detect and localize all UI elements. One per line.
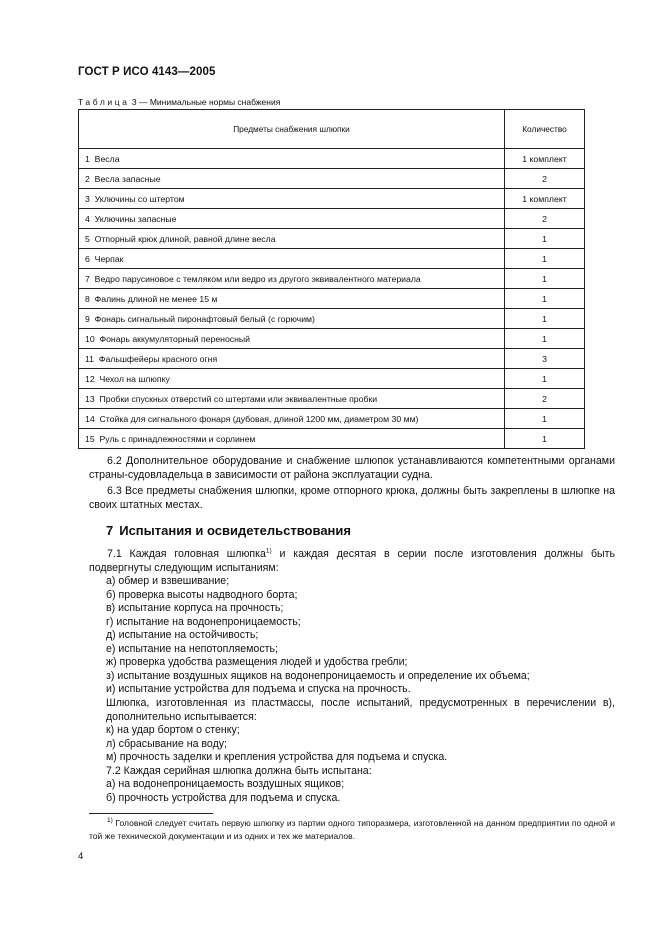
table-cell-quantity: 1 комплект — [505, 189, 585, 209]
table-caption-text: 3 — Минимальные нормы снабжения — [129, 97, 281, 107]
list-item: и) испытание устройства для подъема и спуска на прочность. — [106, 683, 411, 696]
paragraph-7-1 — [89, 548, 615, 575]
item-name: Фонарь аккумуляторный переносный — [99, 333, 251, 344]
table-cell-item — [79, 169, 505, 189]
item-name: Руль с принадлежностями и сорлинем — [99, 433, 256, 444]
paragraph-7-1-start: 7.1 Каждая головная шлюпка — [107, 548, 266, 560]
row-number: 11 — [85, 353, 95, 364]
table-cell-item — [79, 429, 505, 449]
list-item: а) на водонепроницаемость воздушных ящиков; — [106, 778, 345, 791]
list-item: к) на удар бортом о стенку; — [106, 724, 240, 736]
table-cell-quantity: 1 — [505, 249, 585, 269]
column-header-quantity: Количество — [505, 110, 585, 149]
table-cell-item — [79, 369, 505, 389]
table-row — [79, 249, 585, 269]
list-item: б) прочность устройства для подъема и спуска. — [106, 791, 341, 804]
table-caption-word: Таблица — [78, 97, 130, 107]
item-name: Черпак — [94, 253, 124, 264]
table-row — [79, 229, 585, 249]
table-body — [79, 149, 585, 449]
item-name: Фалинь длиной не менее 15 м — [94, 293, 218, 304]
table-cell-item — [79, 269, 505, 289]
section-heading — [106, 523, 351, 538]
table-cell-quantity: 2 — [505, 389, 585, 409]
supplies-table — [78, 109, 585, 449]
table-row — [79, 189, 585, 209]
table-cell-quantity: 1 — [505, 429, 585, 449]
table-cell-quantity: 1 — [505, 309, 585, 329]
list-item: г) испытание на водонепроницаемость; — [106, 615, 301, 628]
list-item: з) испытание воздушных ящиков на водонепроницаемость и определение их объема; — [106, 669, 530, 682]
column-header-items: Предметы снабжения шлюпки — [79, 110, 505, 149]
row-number: 4 — [85, 213, 90, 224]
table-cell-item — [79, 329, 505, 349]
row-number: 12 — [85, 373, 95, 384]
row-number: 13 — [85, 393, 95, 404]
table-row — [79, 409, 585, 429]
table-cell-quantity: 1 — [505, 289, 585, 309]
row-number: 8 — [85, 293, 90, 304]
item-name: Пробки спускных отверстий со штертами или эквивалентные пробки — [99, 393, 378, 404]
item-name: Ведро парусиновое с темляком или ведро из другого эквивалентного материала — [94, 273, 421, 284]
footnote — [89, 817, 615, 843]
list-item: д) испытание на остойчивость; — [106, 629, 259, 642]
table-cell-item — [79, 249, 505, 269]
table-row — [79, 329, 585, 349]
table-cell-quantity: 1 — [505, 329, 585, 349]
row-number: 7 — [85, 273, 90, 284]
item-name: Фонарь сигнальный пиронафтовый белый (с горючим) — [94, 313, 315, 324]
table-row — [79, 309, 585, 329]
list-item: ж) проверка удобства размещения людей и удобства гребли; — [106, 656, 408, 669]
table-cell-item — [79, 289, 505, 309]
section-title: Испытания и освидетельствования — [119, 523, 351, 538]
row-number: 5 — [85, 233, 90, 244]
table-cell-item — [79, 309, 505, 329]
table-row — [79, 369, 585, 389]
list-item: в) испытание корпуса на прочность; — [106, 602, 284, 615]
item-name: Весла запасные — [94, 173, 161, 184]
table-row — [79, 149, 585, 169]
item-name: Отпорный крюк длиной, равной длине весла — [94, 233, 276, 244]
row-number: 14 — [85, 413, 95, 424]
table-header-row — [79, 110, 585, 149]
table-cell-item — [79, 409, 505, 429]
table-cell-item — [79, 229, 505, 249]
table-row — [79, 429, 585, 449]
row-number: 10 — [85, 333, 95, 344]
item-name: Чехол на шлюпку — [99, 373, 170, 384]
table-cell-item — [79, 149, 505, 169]
item-name: Весла — [94, 153, 120, 164]
table-row — [79, 209, 585, 229]
table-cell-item — [79, 349, 505, 369]
table-cell-quantity: 3 — [505, 349, 585, 369]
table-row — [79, 269, 585, 289]
footnote-mark: 1) — [107, 817, 113, 825]
table-cell-item — [79, 209, 505, 229]
list-item: л) сбрасывание на воду; — [106, 737, 227, 750]
list-item: б) проверка высоты надводного борта; — [106, 588, 298, 601]
table-cell-quantity: 1 комплект — [505, 149, 585, 169]
table-cell-quantity: 1 — [505, 269, 585, 289]
plastic-list — [106, 724, 447, 805]
table-cell-item — [79, 189, 505, 209]
item-name: Стойка для сигнального фонаря (дубовая, длиной 1200 мм, диаметром 30 мм) — [99, 413, 419, 424]
table-row — [79, 389, 585, 409]
item-name: Уключины со штертом — [94, 193, 185, 204]
paragraph-6-2: 6.2 Дополнительное оборудование и снабжение шлюпок устанавливаются компетентными органами страны-судовладельца в зависимости от района эксплуатации судна. — [89, 455, 615, 481]
item-name: Уключины запасные — [94, 213, 177, 224]
table-cell-quantity: 1 — [505, 229, 585, 249]
footnote-divider — [89, 813, 213, 814]
table-cell-quantity: 1 — [505, 369, 585, 389]
paragraph-6-3: 6.3 Все предметы снабжения шлюпки, кроме отпорного крюка, должны быть закреплены в шлюпке на своих штатных местах. — [89, 485, 615, 511]
footnote-text: Головной следует считать первую шлюпку из партии одного типоразмера, изготовленной на данном предприятии по одной и той же технической документации и из одних и тех же материалов. — [89, 818, 615, 841]
table-row — [79, 169, 585, 189]
table-cell-quantity: 2 — [505, 209, 585, 229]
row-number: 15 — [85, 433, 95, 444]
tests-list — [106, 575, 530, 697]
table-cell-item — [79, 389, 505, 409]
table-cell-quantity: 2 — [505, 169, 585, 189]
row-number: 2 — [85, 173, 90, 184]
section-number: 7 — [106, 523, 114, 538]
row-number: 3 — [85, 193, 90, 204]
item-name: Фальшфейеры красного огня — [98, 353, 218, 364]
list-item: е) испытание на непотопляемость; — [106, 642, 278, 655]
list-item: 7.2 Каждая серийная шлюпка должна быть испытана: — [106, 764, 372, 777]
list-item: м) прочность заделки и крепления устройства для подъема и спуска. — [106, 751, 448, 764]
table-caption — [78, 97, 280, 107]
row-number: 1 — [85, 153, 90, 164]
list-item: а) обмер и взвешивание; — [106, 575, 230, 587]
plastic-paragraph: Шлюпка, изготовленная из пластмассы, после испытаний, предусмотренных в перечислении в), дополнительно испытывается: — [106, 697, 615, 723]
document-header: ГОСТ Р ИСО 4143—2005 — [78, 66, 216, 78]
table-cell-quantity: 1 — [505, 409, 585, 429]
page-number: 4 — [78, 851, 84, 862]
paragraph-7-1-end: и каждая десятая в серии после изготовления должны быть подвергнуты следующим испытаниям: — [89, 548, 615, 574]
table-row — [79, 289, 585, 309]
row-number: 9 — [85, 313, 90, 324]
table-row — [79, 349, 585, 369]
row-number: 6 — [85, 253, 90, 264]
footnote-reference: 1) — [265, 547, 272, 555]
